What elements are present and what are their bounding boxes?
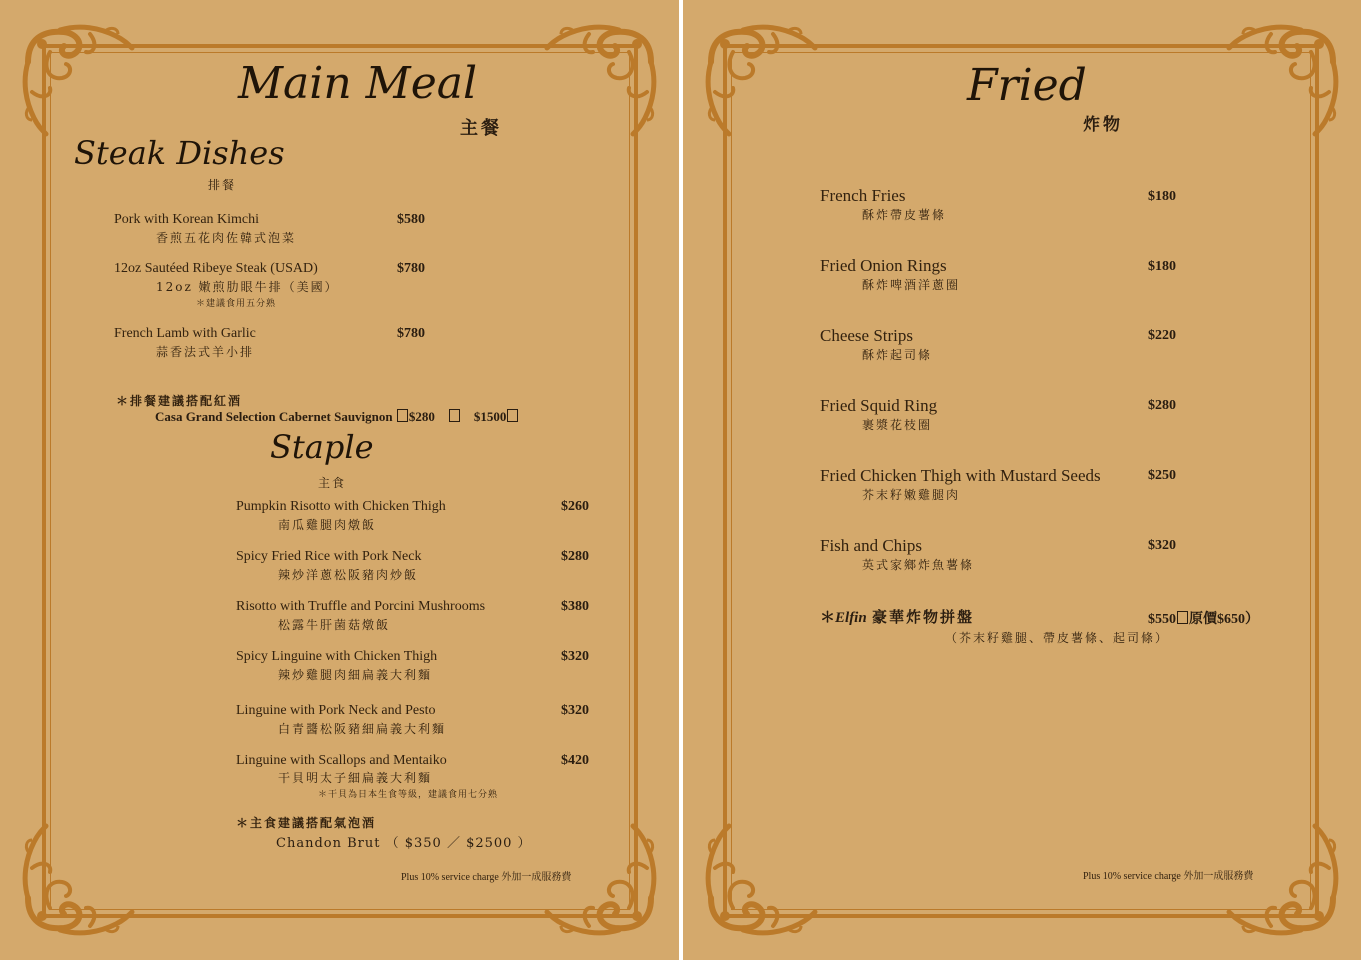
- corner-ornament: [703, 22, 823, 142]
- menu-item-price: $250: [1148, 468, 1176, 483]
- corner-ornament: [539, 22, 659, 142]
- section-heading-staple: Staple: [270, 428, 374, 466]
- menu-item-name-zh: 酥炸帶皮薯條: [862, 208, 947, 222]
- menu-item-price: $580: [397, 212, 425, 227]
- menu-item-price: $280: [1148, 398, 1176, 413]
- menu-item-name: 12oz Sautéed Ribeye Steak (USAD): [114, 261, 318, 276]
- menu-item-name: Cheese Strips: [820, 326, 914, 345]
- menu-item-price: $780: [397, 326, 425, 341]
- platter-price: $550: [1148, 612, 1176, 627]
- menu-item-name: Fried Squid Ring: [820, 396, 938, 415]
- corner-ornament: [703, 818, 823, 938]
- menu-item-name: Spicy Linguine with Chicken Thigh: [236, 649, 438, 664]
- box-glyph: [1177, 611, 1188, 624]
- menu-item-name-zh: 白青醬松阪豬細扁義大利麵: [278, 722, 447, 736]
- wine-price-glass: $280: [408, 409, 435, 424]
- menu-item-price: $780: [397, 261, 425, 276]
- menu-item-name: French Lamb with Garlic: [114, 326, 256, 341]
- box-glyph: [397, 409, 408, 422]
- page-title: Main Meal: [238, 58, 478, 109]
- menu-item-name: Pumpkin Risotto with Chicken Thigh: [236, 499, 446, 514]
- corner-ornament: [1221, 22, 1341, 142]
- platter-title: [820, 606, 974, 627]
- menu-item-name-zh: 辣炒雞腿肉細扁義大利麵: [278, 668, 433, 682]
- menu-page-main-meal: [0, 0, 679, 960]
- menu-item-price: $320: [561, 649, 589, 664]
- menu-item-name-zh: 南瓜雞腿肉燉飯: [278, 518, 377, 532]
- menu-page-fried: [683, 0, 1361, 960]
- section-heading-steak-zh: 排餐: [208, 178, 237, 192]
- menu-item-name: Spicy Fried Rice with Pork Neck: [236, 549, 422, 564]
- menu-item-name-zh: 干貝明太子細扁義大利麵: [278, 771, 433, 785]
- platter-name-zh: 豪華炸物拼盤: [871, 608, 974, 626]
- wine-pairing-line: [155, 409, 519, 425]
- menu-item-name: Fish and Chips: [820, 536, 923, 555]
- menu-item-price: $180: [1148, 259, 1176, 274]
- menu-item-name-zh: 辣炒洋蔥松阪豬肉炒飯: [278, 568, 419, 582]
- wine-name: Casa Grand Selection Cabernet Sauvignon: [155, 409, 393, 424]
- platter-star: ＊: [820, 608, 836, 626]
- platter-description: （芥末籽雞腿、帶皮薯條、起司條）: [945, 631, 1170, 645]
- menu-item-name-zh: 12oz 嫩煎肋眼牛排（美國）: [156, 280, 339, 294]
- menu-item-name-zh: 酥炸啤酒洋蔥圈: [862, 278, 961, 292]
- menu-item-price: $280: [561, 549, 589, 564]
- corner-ornament: [20, 22, 140, 142]
- menu-item-name: Linguine with Scallops and Mentaiko: [236, 753, 447, 768]
- section-heading-steak: Steak Dishes: [74, 134, 285, 172]
- menu-item-name: Risotto with Truffle and Porcini Mushrooms: [236, 599, 486, 614]
- menu-item-name-zh: 裹漿花枝圈: [862, 418, 933, 432]
- menu-item-price: $320: [561, 703, 589, 718]
- menu-item-name-zh: 酥炸起司條: [862, 348, 933, 362]
- menu-item-note: ＊建議食用五分熟: [196, 299, 277, 309]
- menu-item-name-zh: 芥末籽嫩雞腿肉: [862, 488, 961, 502]
- menu-item-name: French Fries: [820, 186, 906, 205]
- menu-item-name-zh: 蒜香法式羊小排: [156, 345, 255, 359]
- menu-item-name-zh: 香煎五花肉佐韓式泡菜: [156, 231, 297, 245]
- menu-item-name: Fried Onion Rings: [820, 256, 947, 275]
- menu-item-price: $420: [561, 753, 589, 768]
- menu-item-name: Fried Chicken Thigh with Mustard Seeds: [820, 466, 1101, 485]
- menu-item-price: $260: [561, 499, 589, 514]
- page-title-zh: 主餐: [460, 118, 502, 139]
- service-charge-note: Plus 10% service charge 外加一成服務費: [401, 872, 572, 883]
- menu-item-note: ＊干貝為日本生食等級，建議食用七分熟: [318, 790, 499, 800]
- menu-item-price: $380: [561, 599, 589, 614]
- platter-brand: Elfin: [835, 610, 867, 626]
- page-title-zh: 炸物: [1083, 115, 1123, 135]
- service-charge-note: Plus 10% service charge 外加一成服務費: [1083, 871, 1254, 882]
- wine-pairing-label: ＊主食建議搭配氣泡酒: [236, 816, 377, 830]
- platter-original-price: 原價$650）: [1189, 612, 1259, 627]
- box-glyph: [449, 409, 460, 422]
- platter-price-line: [1148, 608, 1259, 628]
- menu-item-price: $220: [1148, 328, 1176, 343]
- menu-item-price: $320: [1148, 538, 1176, 553]
- menu-item-name: Linguine with Pork Neck and Pesto: [236, 703, 436, 718]
- page-title: Fried: [967, 60, 1087, 111]
- menu-item-name-zh: 松露牛肝菌菇燉飯: [278, 618, 391, 632]
- menu-item-name: Pork with Korean Kimchi: [114, 212, 260, 227]
- menu-item-price: $180: [1148, 189, 1176, 204]
- wine-price-bottle: $1500: [473, 409, 507, 424]
- wine-pairing-line: Chandon Brut （ $350 ／ $2500 ）: [276, 836, 532, 851]
- wine-pairing-label: ＊排餐建議搭配紅酒: [116, 394, 243, 408]
- menu-item-name-zh: 英式家鄉炸魚薯條: [862, 558, 975, 572]
- box-glyph: [507, 409, 518, 422]
- corner-ornament: [20, 818, 140, 938]
- section-heading-staple-zh: 主食: [318, 476, 347, 490]
